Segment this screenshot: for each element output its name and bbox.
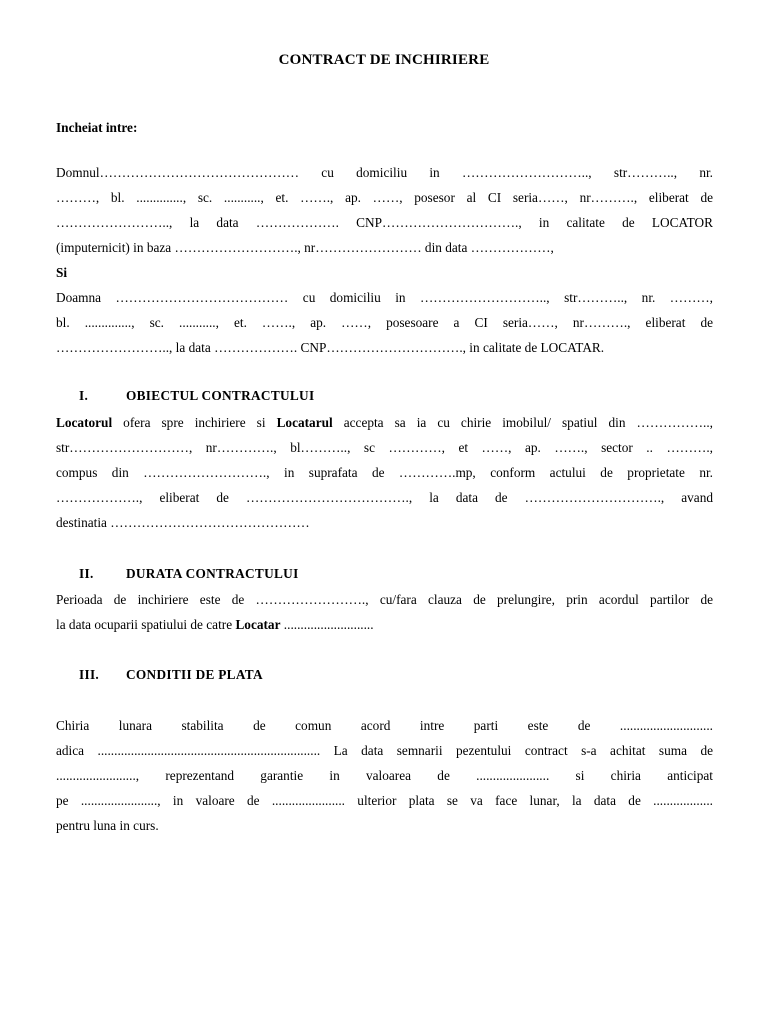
locator-paragraph [56, 160, 713, 360]
locator-line-3: …………………….., la data ………………. CNP…………………………., in calitate de LOCATOR [56, 215, 713, 230]
section-3-line-3: ........................, reprezentand garantie in valoarea de ...................... si chiria anticipat [56, 768, 713, 783]
locator-line-1: Domnul……………………………………… cu domiciliu in ……………………….., str……….., nr. [56, 165, 713, 180]
locatar-line-2: bl. .............., sc. ..........., et. ……., ap. ……, posesoare a CI seria……, nr………., eliberat de [56, 315, 713, 330]
section-3-line-5: pentru luna in curs. [56, 818, 159, 833]
si-conjunction: Si [56, 265, 68, 280]
section-1-line-5: destinatia ……………………………………… [56, 515, 310, 530]
section-1-body [56, 410, 713, 535]
locatarul-term: Locatarul [276, 415, 333, 430]
section-2-body [56, 587, 713, 637]
section-2-number: II. [79, 566, 94, 581]
locator-line-4: (imputernicit) in baza ………………………., nr…………………… din data ………………, [56, 240, 554, 255]
locatorul-term: Locatorul [56, 415, 113, 430]
section-1-title: OBIECTUL CONTRACTULUI [126, 388, 315, 403]
section-2-title: DURATA CONTRACTULUI [126, 566, 299, 581]
section-2-line-2: la data ocuparii spatiului de catre Locatar ........................... [56, 617, 374, 632]
section-1-line-4: ………………., eliberat de ………………………………., la data de …………………………., avand [56, 490, 713, 505]
section-1-number: I. [79, 388, 89, 403]
section-1-line-3: compus din ………………………., in suprafata de ………….mp, conform actului de proprietate nr. [56, 465, 713, 480]
intro-heading: Incheiat intre: [56, 120, 138, 135]
section-3-line-1: Chiria lunara stabilita de comun acord intre parti este de ............................ [56, 718, 713, 733]
section-2-line-1: Perioada de inchiriere este de ……………………., cu/fara clauza de prelungire, prin acordul partilor de [56, 592, 713, 607]
locatar-line-3: …………………….., la data ………………. CNP…………………………., in calitate de LOCATAR. [56, 340, 605, 355]
document-title: CONTRACT DE INCHIRIERE [278, 52, 490, 68]
section-1-line-2: str………………………, nr…………., bl……….., sc …………, et ……, ap. ……., sector .. ………., [56, 440, 713, 455]
section-3-title: CONDITII DE PLATA [126, 667, 263, 682]
locatar-line-1: Doamna ………………………………… cu domiciliu in ……………………….., str……….., nr. ………, [56, 290, 713, 305]
section-3-line-2: adica ................................................................... La data semnarii pezentului contract s-a achitat suma de [56, 743, 713, 758]
section-3-line-4: pe ......................., in valoare de ...................... ulterior plata se va face lunar, la data de .................. [56, 793, 713, 808]
intro-block [56, 120, 713, 136]
section-3-body [56, 713, 713, 838]
locatar-term: Locatar [235, 617, 281, 632]
locator-line-2: ………, bl. .............., sc. ..........., et. ……., ap. ……, posesor al CI seria……, nr………., eliberat de [56, 190, 713, 205]
section-3-number: III. [79, 667, 100, 682]
section-1-line-1: Locatorul ofera spre inchiriere si Locatarul accepta sa ia cu chirie imobilul/ spatiul din …………….., [56, 415, 713, 430]
